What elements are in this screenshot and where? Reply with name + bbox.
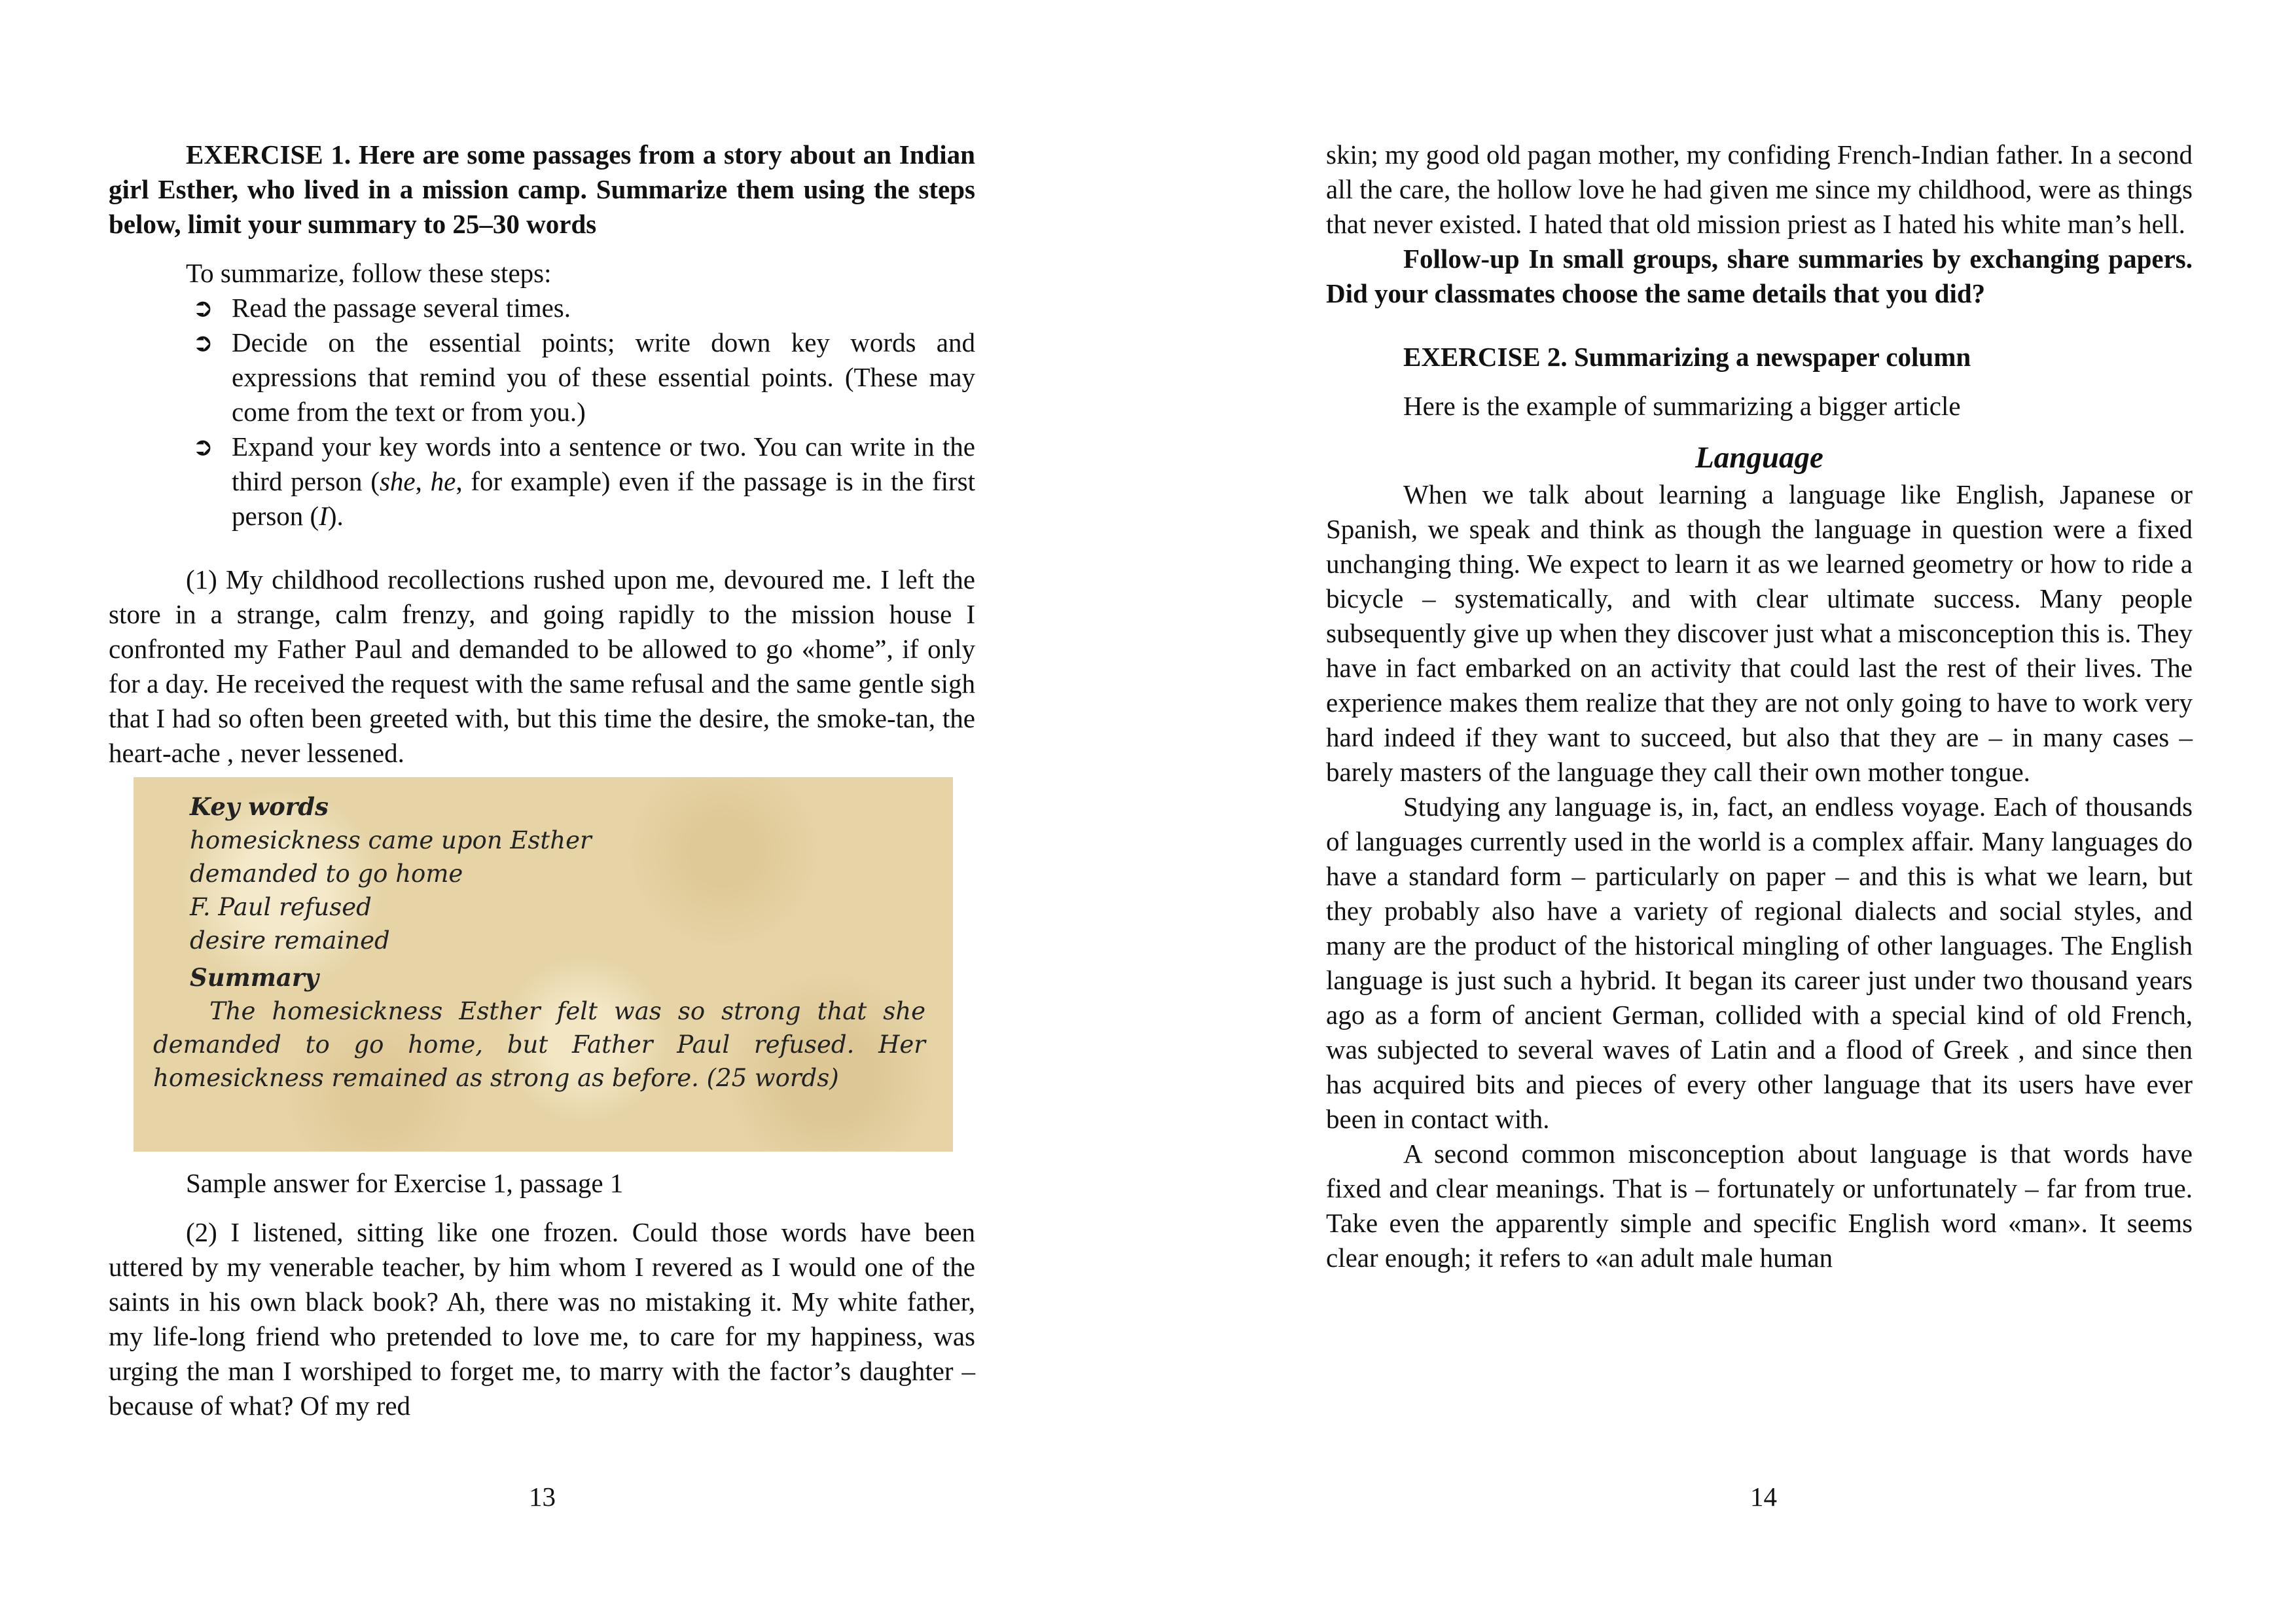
- key-word-item: desire remained: [190, 926, 390, 955]
- left-page-content: [109, 137, 975, 1423]
- key-word-item: demanded to go home: [190, 860, 463, 888]
- step-item: [109, 325, 975, 429]
- step-text: Expand your key words into a sentence or two. You can write in the third person (she, he, for example) even if the passage is in the first person (I).: [232, 431, 975, 531]
- key-word-item: homesickness came upon Esther: [190, 826, 592, 854]
- passage-1: (1) My childhood recollections rushed upon me, devoured me. I left the store in a strange, calm frenzy, and going rapidly to the mission house I confronted my Father Paul and demanded to be allowed to go «home”, if only for a day. He received the request with the same refusal and the same gentle sigh that I had so often been greeted with, but this time the desire, the smoke-tan, the heart-ache , never lessened.: [109, 564, 975, 768]
- step-text: Decide on the essential points; write down key words and expressions that remind you of these essential points. (These may come from the text or from you.): [232, 327, 975, 427]
- steps-intro: To summarize, follow these steps:: [186, 258, 552, 288]
- step-item: [109, 291, 975, 325]
- article-paragraph: When we talk about learning a language like English, Japanese or Spanish, we speak and think as though the language in question were a fixed unchanging thing. We expect to learn it as we learned geometry or how to ride a bicycle – systematically, and with clear ultimate success. Many people subsequently give up when they discover just what a misconception this is. They have in fact embarked on an activity that could last the rest of their lives. The experience makes them realize that they are not only going to have to work very hard indeed if they want to succeed, but also that they are – in many cases – barely masters of the language they call their own mother tongue.: [1326, 479, 2193, 787]
- follow-up: Follow-up In small groups, share summaries by exchanging papers. Did your classmates choose the same details that you did?: [1326, 244, 2193, 308]
- step-item: [109, 429, 975, 534]
- steps-list: [109, 291, 975, 534]
- article-paragraph: A second common misconception about language is that words have fixed and clear meanings. That is – fortunately or unfortunately – far from true. Take even the apparently simple and specific English word «man». It seems clear enough; it refers to «an adult male human: [1326, 1139, 2193, 1273]
- right-arrow-icon: ➲: [192, 328, 213, 357]
- article-paragraph: Studying any language is, in, fact, an endless voyage. Each of thousands of languages currently used in the world is a complex affair. Many languages do have a standard form – particularly on paper – and this is what we learn, but they probably also have a variety of regional dialects and social styles, and many are the product of the historical mingling of other languages. The English language is just such a hybrid. It began its career just under two thousand years ago as a form of ancient German, collided with a special kind of old French, was subjected to several waves of Latin and a flood of Greek , and since then has acquired bits and pieces of every other language that its users have ever been in contact with.: [1326, 792, 2193, 1134]
- right-arrow-icon: ➲: [192, 293, 213, 322]
- key-word-item: F. Paul refused: [190, 893, 372, 921]
- passage-2-continued: skin; my good old pagan mother, my confiding French-Indian father. In a second all the care, the hollow love he had given me since my childhood, were as things that never existed. I hated that old mission priest as I hated his white man’s hell.: [1326, 139, 2193, 239]
- passage-2: (2) I listened, sitting like one frozen. Could those words have been uttered by my venerable teacher, by him whom I revered as I would one of the saints in his own black book? Ah, there was no mistaking it. My white father, my life-long friend who pretended to love me, to care for my happiness, was urging the man I worshiped to forget me, to marry with the factor’s daughter – because of what? Of my red: [109, 1217, 975, 1421]
- page-number: 14: [1750, 1482, 1777, 1512]
- right-page-content: [1326, 137, 2193, 1275]
- exercise2-intro: Here is the example of summarizing a bigger article: [1403, 391, 1961, 421]
- right-arrow-icon: ➲: [192, 432, 213, 461]
- article-title: Language: [1695, 441, 1823, 475]
- exercise1-heading: EXERCISE 1. Here are some passages from a story about an Indian girl Esther, who lived in a mission camp. Summarize them using the steps below, limit your summary to 25–30 words: [109, 139, 975, 239]
- sample-answer-caption: Sample answer for Exercise 1, passage 1: [186, 1168, 624, 1198]
- summary-text: The homesickness Esther felt was so strong that she demanded to go home, but Father Paul refused. Her homesickness remained as strong as before. (25 words): [153, 997, 925, 1092]
- key-words-title: Key words: [190, 792, 329, 821]
- sample-answer-box: [134, 777, 953, 1152]
- exercise2-heading: EXERCISE 2. Summarizing a newspaper column: [1403, 342, 1971, 372]
- step-text: Read the passage several times.: [232, 293, 571, 323]
- summary-title: Summary: [190, 963, 319, 992]
- right-page: [1148, 0, 2296, 1623]
- page-number: 13: [529, 1482, 556, 1512]
